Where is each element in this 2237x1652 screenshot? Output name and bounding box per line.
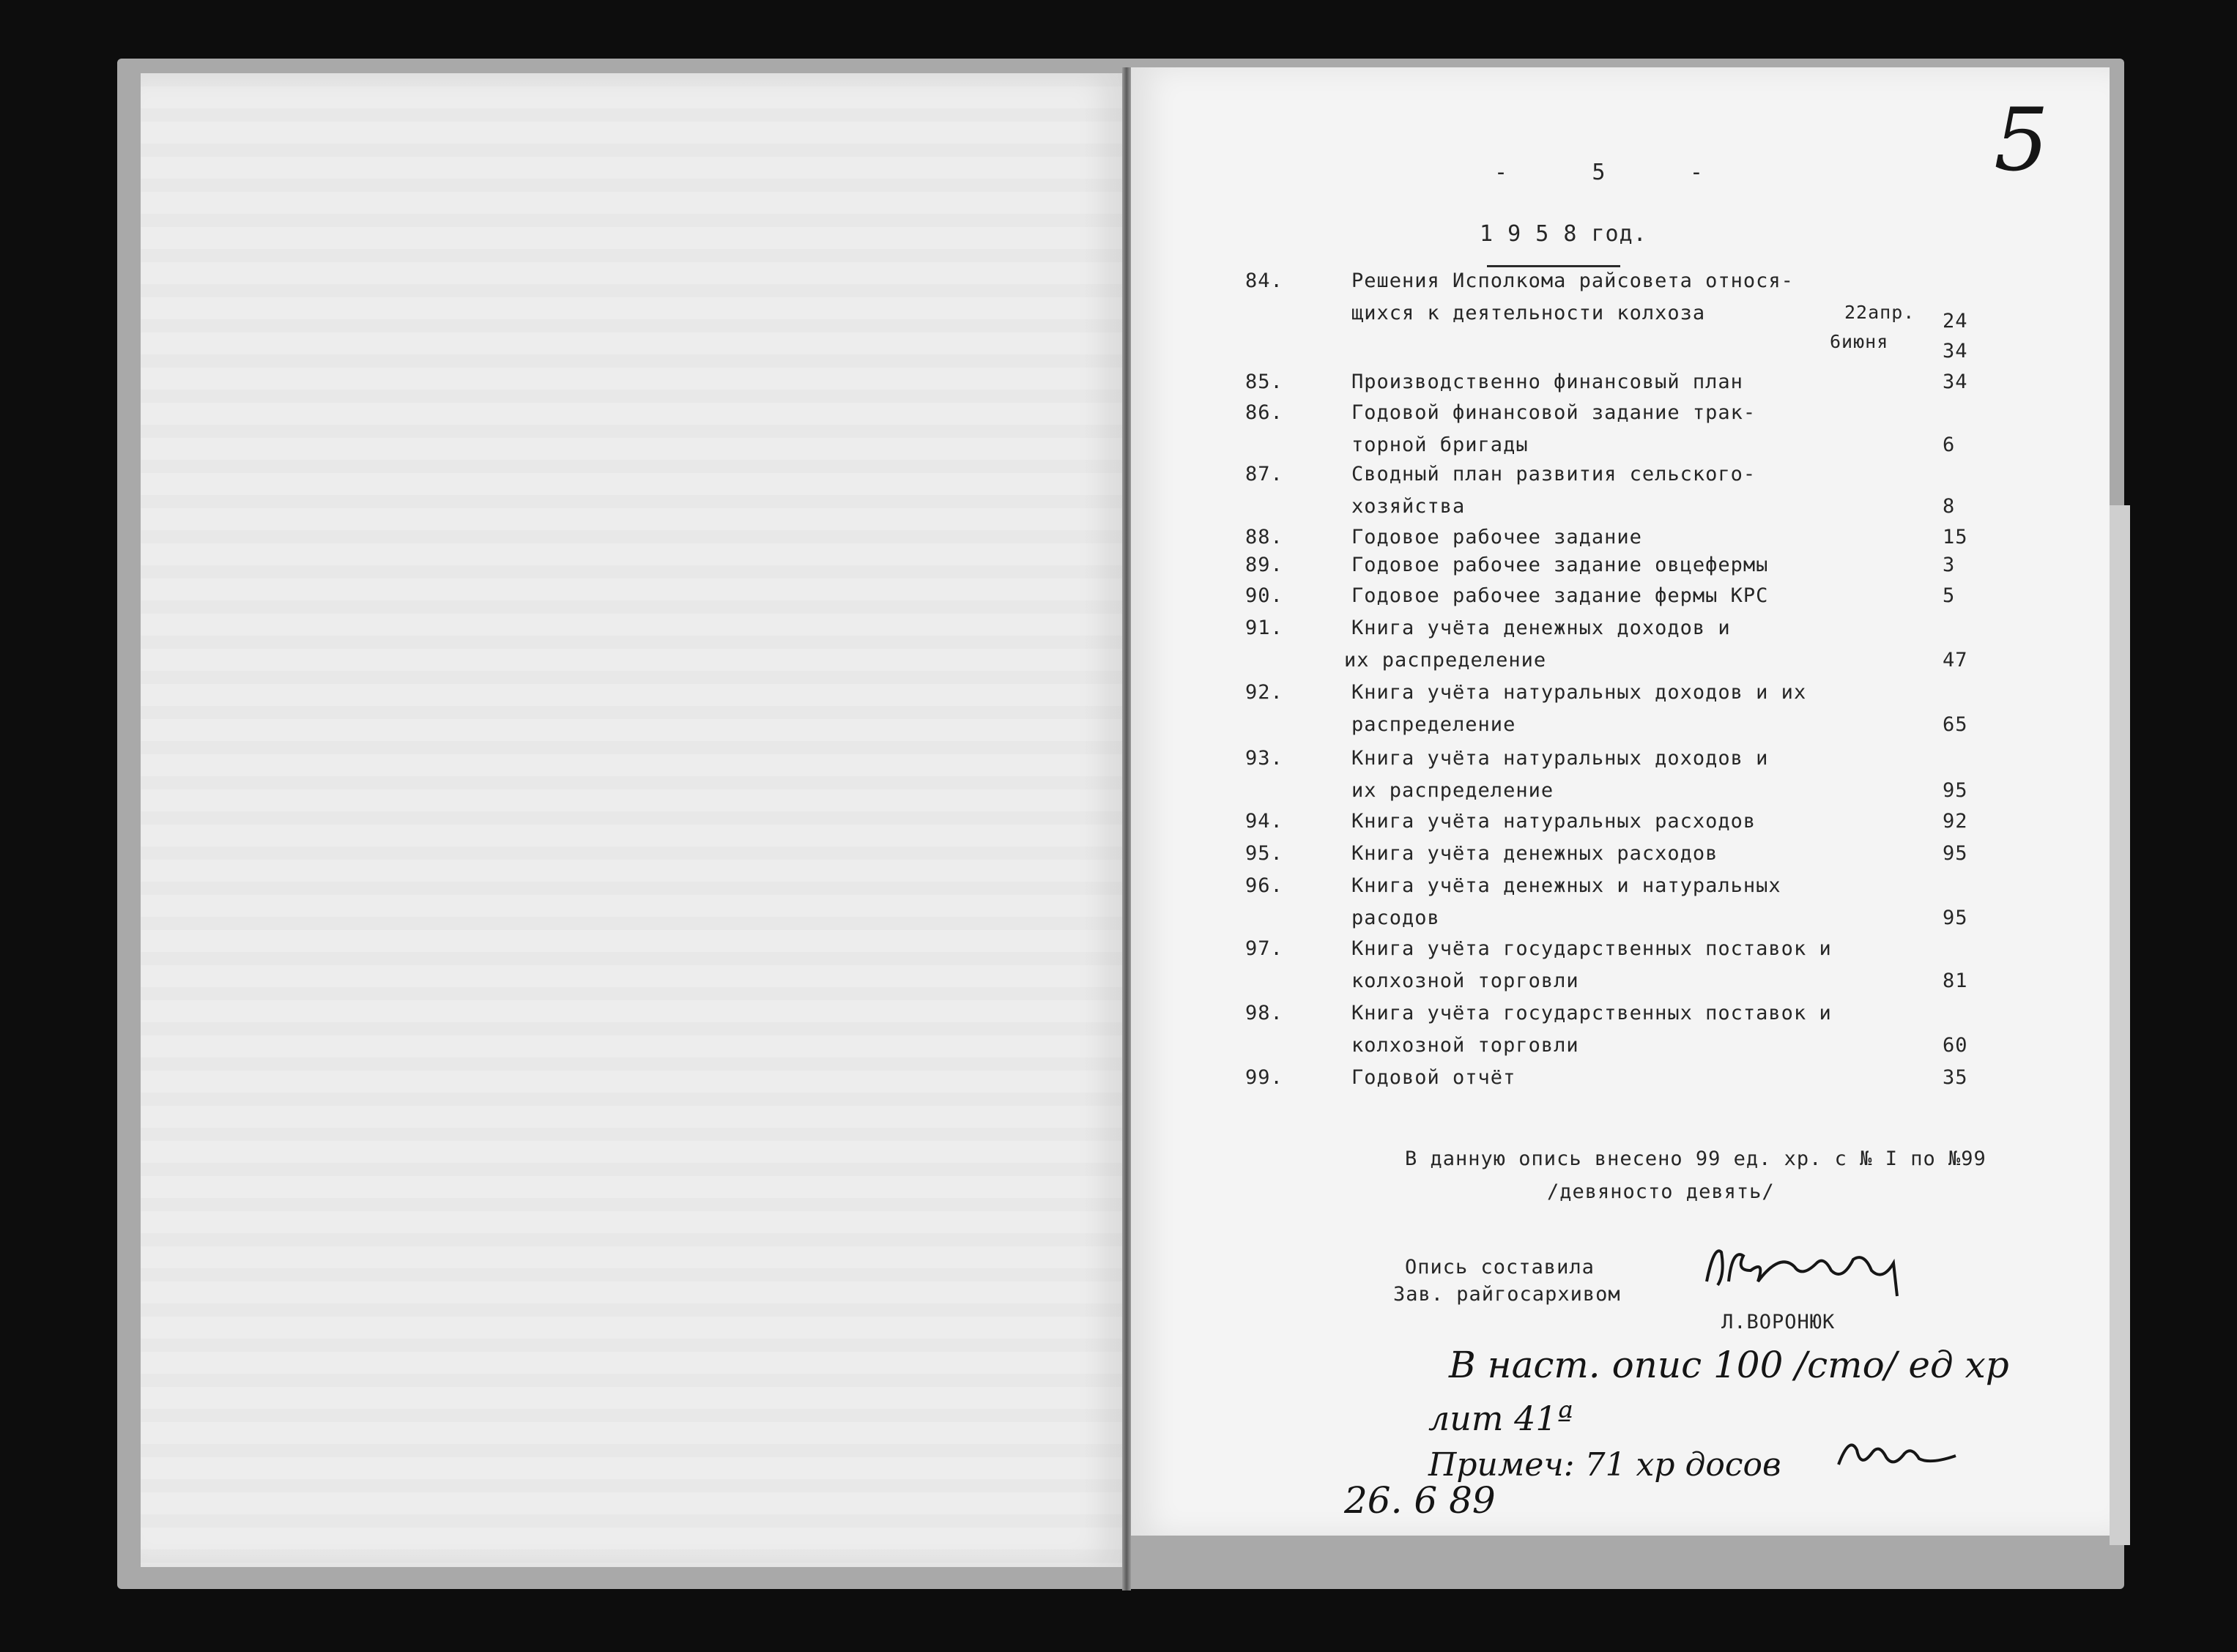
entry-number: 89. (1245, 554, 1283, 576)
entry-title-line: колхозной торговли (1351, 1034, 1579, 1057)
entry-page-count: 65 (1943, 713, 1968, 736)
entry-title-line: Годовой финансовой задание трак- (1351, 401, 1756, 424)
entry-number: 90. (1245, 584, 1283, 607)
entry-title-line: Годовой отчёт (1351, 1066, 1516, 1089)
summary-line: В данную опись внесено 99 ед. хр. с № I по №99 (1405, 1147, 1986, 1170)
entry-title-line: Производственно финансовый план (1351, 371, 1743, 393)
entry-page-count: 15 (1943, 526, 1968, 548)
compiler-position: Зав. райгосархивом (1393, 1283, 1621, 1306)
binding-gutter (1122, 67, 1131, 1590)
entry-number: 96. (1245, 874, 1283, 897)
page-edge (2110, 505, 2130, 1545)
entry-title-line: щихся к деятельности колхоза (1351, 302, 1706, 324)
entry-title-line: Книга учёта натуральных доходов и (1351, 747, 1769, 770)
entry-page-count: 6 (1943, 434, 1956, 456)
entry-number: 97. (1245, 937, 1283, 960)
left-page-bleedthrough (141, 73, 1126, 1567)
entry-title-line: Книга учёта натуральных доходов и их (1351, 681, 1807, 704)
compiler-name: Л.ВОРОНЮК (1721, 1311, 1836, 1333)
handwritten-note-line1: В наст. опис 100 /сто/ ед хр (1449, 1344, 2009, 1386)
entry-number: 87. (1245, 463, 1283, 485)
page-number-line: - 5 - (1494, 160, 1704, 185)
entry-page-count: 81 (1943, 970, 1968, 992)
entry-page-count: 8 (1943, 495, 1956, 518)
entry-title-line: расодов (1351, 907, 1440, 929)
entry-number: 92. (1245, 681, 1283, 704)
entry-title-line: их распределение (1351, 779, 1554, 802)
entry-page-count: 34 (1943, 371, 1968, 393)
entry-number: 98. (1245, 1002, 1283, 1024)
entry-page-count: 5 (1943, 584, 1956, 607)
entry-page-count: 35 (1943, 1066, 1968, 1089)
entry-title-line: Книга учёта денежных и натуральных (1351, 874, 1781, 897)
entry-page-count: 95 (1943, 779, 1968, 802)
compiler-signature (1699, 1230, 1919, 1311)
summary-count-words: /девяносто девять/ (1547, 1180, 1775, 1203)
entry-number: 91. (1245, 617, 1283, 639)
entry-date-note: 6июня (1830, 331, 1889, 352)
entry-title-line: Решения Исполкома райсовета относя- (1351, 269, 1794, 292)
entry-number: 94. (1245, 810, 1283, 833)
entry-page-count: 24 (1943, 310, 1968, 332)
entry-number: 88. (1245, 526, 1283, 548)
entry-number: 86. (1245, 401, 1283, 424)
entry-title-line: Сводный план развития сельского- (1351, 463, 1756, 485)
entry-number: 95. (1245, 842, 1283, 865)
entry-title-line: Книга учёта государственных поставок и (1351, 937, 1832, 960)
entry-title-line: Годовое рабочее задание фермы КРС (1351, 584, 1769, 607)
entry-title-line: Годовое рабочее задание овцефермы (1351, 554, 1769, 576)
entry-title-line: Книга учёта денежных расходов (1351, 842, 1718, 865)
entry-title-line: Книга учёта натуральных расходов (1351, 810, 1756, 833)
entry-page-count: 92 (1943, 810, 1968, 833)
entry-page-count: 34 (1943, 340, 1968, 362)
year-heading: 1 9 5 8 год. (1480, 221, 1647, 247)
handwritten-note-date: 26. 6 89 (1344, 1479, 1496, 1522)
entry-title-line: хозяйства (1351, 495, 1466, 518)
entry-title-line: распределение (1351, 713, 1516, 736)
compiler-label: Опись составила (1405, 1256, 1595, 1279)
folio-number: 5 (1994, 89, 2049, 190)
entry-title-line: Годовое рабочее задание (1351, 526, 1642, 548)
entry-title-line: торной бригады (1351, 434, 1529, 456)
entry-number: 85. (1245, 371, 1283, 393)
entry-number: 99. (1245, 1066, 1283, 1089)
entry-date-note: 22апр. (1844, 302, 1915, 323)
entry-page-count: 60 (1943, 1034, 1968, 1057)
handwritten-note-line3: Примеч: 71 хр досов (1428, 1446, 1781, 1484)
entry-page-count: 3 (1943, 554, 1956, 576)
entry-title-line: их распределение (1344, 649, 1547, 671)
entry-page-count: 95 (1943, 842, 1968, 865)
entry-number: 93. (1245, 747, 1283, 770)
entry-title-line: Книга учёта государственных поставок и (1351, 1002, 1832, 1024)
entry-page-count: 47 (1943, 649, 1968, 671)
entry-title-line: колхозной торговли (1351, 970, 1579, 992)
year-underline (1487, 265, 1620, 267)
entry-number: 84. (1245, 269, 1283, 292)
note-signature (1831, 1428, 1963, 1479)
entry-title-line: Книга учёта денежных доходов и (1351, 617, 1731, 639)
entry-page-count: 95 (1943, 907, 1968, 929)
handwritten-note-line2: лит 41ª (1428, 1399, 1573, 1438)
